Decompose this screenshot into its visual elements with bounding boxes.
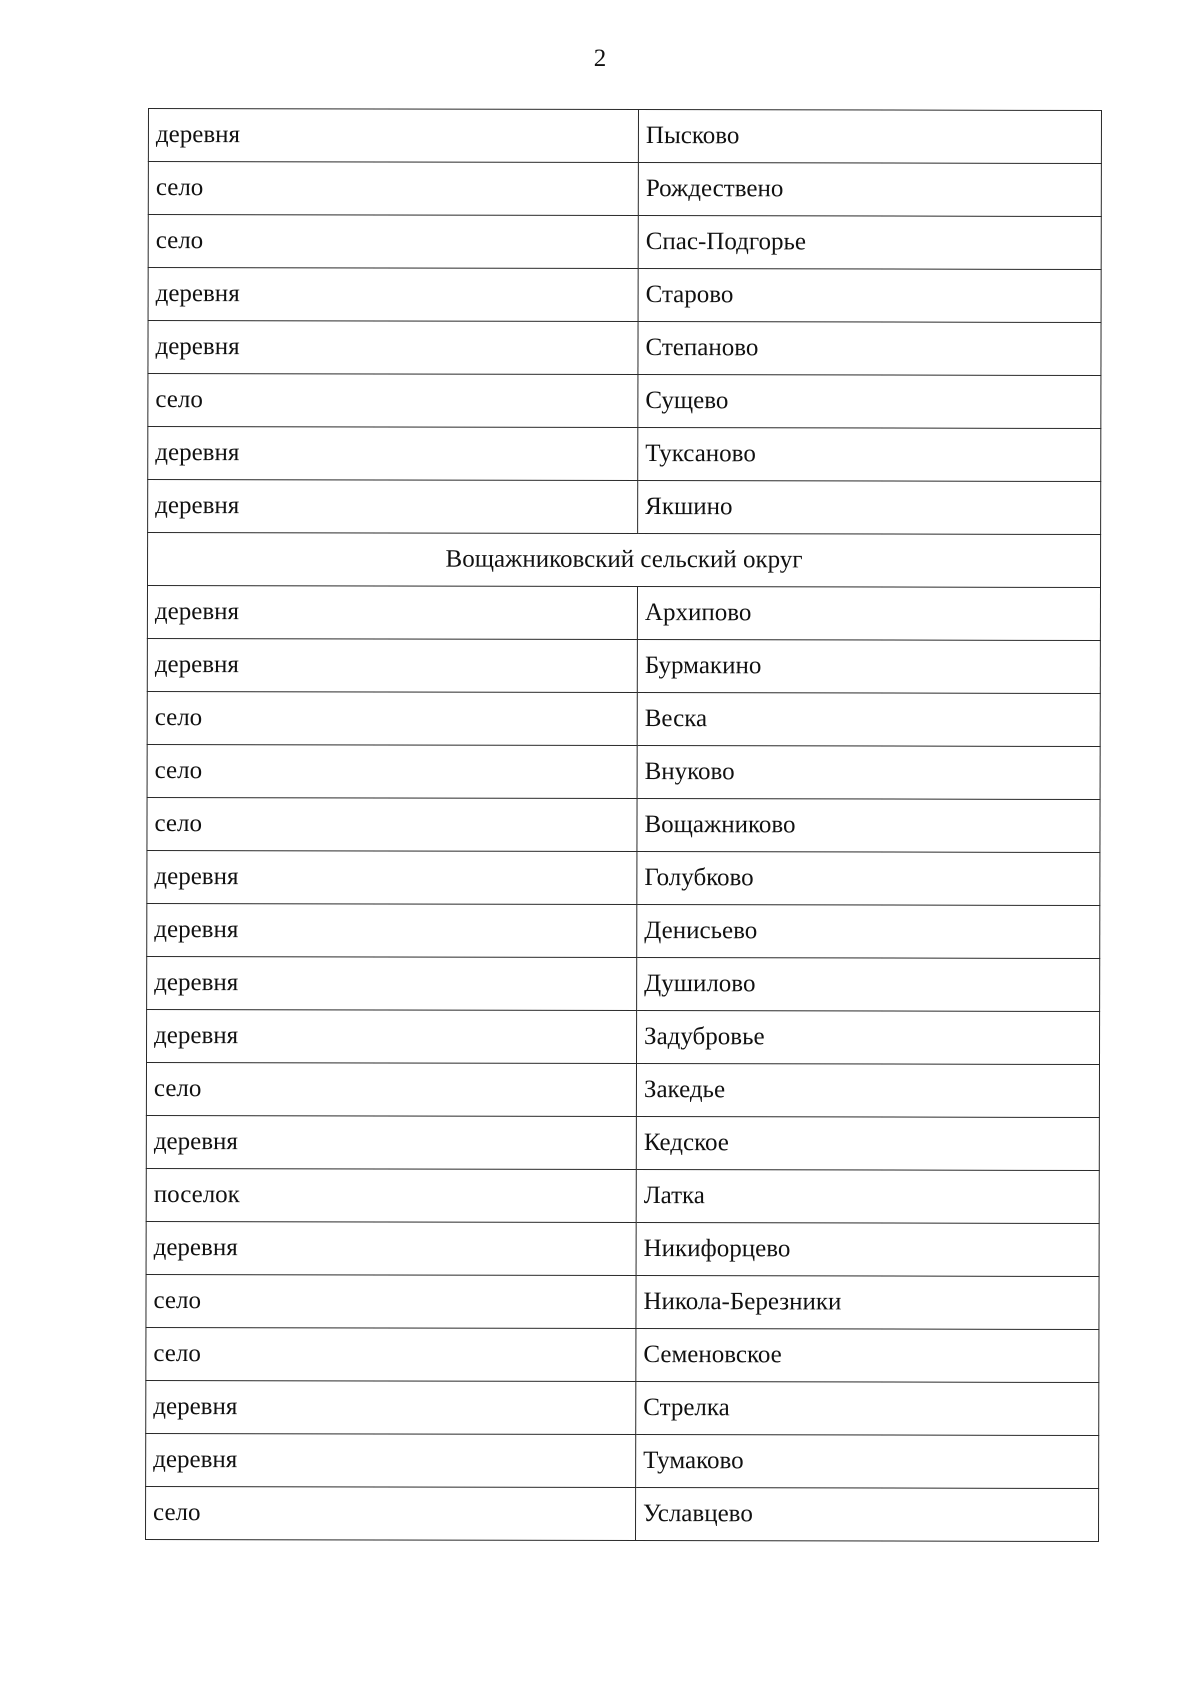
settlement-name-cell: Кедское: [636, 1117, 1099, 1171]
settlement-type-cell: село: [148, 162, 638, 216]
settlement-type-cell: деревня: [147, 638, 637, 692]
settlement-type-cell: деревня: [148, 480, 638, 534]
settlement-name-cell: Семеновское: [636, 1329, 1099, 1383]
table-row: [148, 480, 1101, 535]
table-body: [146, 109, 1102, 1542]
settlements-table: [145, 108, 1102, 1542]
table-row: [147, 797, 1100, 852]
settlement-type-cell: деревня: [147, 956, 637, 1010]
table-row: [146, 1380, 1099, 1435]
table-row: [146, 1433, 1099, 1488]
settlement-name-cell: Бурмакино: [637, 640, 1100, 694]
table-row: [148, 162, 1101, 217]
settlement-type-cell: деревня: [148, 427, 638, 481]
table-row: [148, 109, 1101, 164]
settlement-name-cell: Душилово: [637, 958, 1100, 1012]
settlement-type-cell: село: [148, 215, 638, 269]
settlement-type-cell: село: [148, 374, 638, 428]
table-row: [146, 1221, 1099, 1276]
settlement-name-cell: Старово: [638, 269, 1101, 323]
settlement-type-cell: деревня: [147, 1009, 637, 1063]
settlement-type-cell: село: [146, 1327, 636, 1381]
table-row: [146, 1274, 1099, 1329]
table-row: [147, 744, 1100, 799]
settlement-type-cell: село: [146, 1062, 636, 1116]
settlement-name-cell: Никифорцево: [636, 1223, 1099, 1277]
table-row: [146, 1168, 1099, 1223]
settlement-name-cell: Вощажниково: [637, 799, 1100, 853]
settlement-name-cell: Никола-Березники: [636, 1276, 1099, 1330]
table-row: [147, 850, 1100, 905]
settlement-name-cell: Архипово: [637, 587, 1100, 641]
table-row: [148, 427, 1101, 482]
settlement-name-cell: Спас-Подгорье: [638, 216, 1101, 270]
table-row: [147, 956, 1100, 1011]
settlement-name-cell: Голубково: [637, 852, 1100, 906]
table-row: [148, 215, 1101, 270]
section-header-row: [147, 533, 1100, 588]
settlement-type-cell: деревня: [148, 321, 638, 375]
settlement-type-cell: деревня: [148, 109, 638, 163]
settlement-name-cell: Якшино: [638, 481, 1101, 535]
section-title: Вощажниковский сельский округ: [147, 533, 1100, 588]
settlement-type-cell: село: [147, 744, 637, 798]
table-row: [147, 1009, 1100, 1064]
settlement-type-cell: село: [147, 691, 637, 745]
table-row: [147, 586, 1100, 641]
table-row: [147, 903, 1100, 958]
settlement-name-cell: Сущево: [638, 375, 1101, 429]
settlement-name-cell: Закедье: [636, 1064, 1099, 1118]
settlement-name-cell: Рождествено: [638, 163, 1101, 217]
settlement-type-cell: деревня: [146, 1380, 636, 1434]
settlement-type-cell: деревня: [146, 1221, 636, 1275]
page-number: 2: [593, 45, 607, 72]
settlement-type-cell: поселок: [146, 1168, 636, 1222]
settlement-type-cell: деревня: [146, 1433, 636, 1487]
settlement-name-cell: Уславцево: [636, 1488, 1099, 1542]
table-row: [148, 268, 1101, 323]
settlement-type-cell: деревня: [147, 586, 637, 640]
settlement-name-cell: Пысково: [638, 110, 1101, 164]
table-row: [147, 638, 1100, 693]
table-row: [146, 1327, 1099, 1382]
table-row: [147, 691, 1100, 746]
settlement-type-cell: село: [146, 1274, 636, 1328]
settlement-name-cell: Тумаково: [636, 1435, 1099, 1489]
settlement-name-cell: Денисьево: [637, 905, 1100, 959]
settlement-type-cell: деревня: [146, 1115, 636, 1169]
settlement-type-cell: село: [147, 797, 637, 851]
settlement-type-cell: село: [146, 1486, 636, 1540]
settlement-name-cell: Внуково: [637, 746, 1100, 800]
settlement-name-cell: Веска: [637, 693, 1100, 747]
settlement-type-cell: деревня: [148, 268, 638, 322]
settlement-type-cell: деревня: [147, 903, 637, 957]
settlement-name-cell: Стрелка: [636, 1382, 1099, 1436]
settlement-name-cell: Задубровье: [636, 1011, 1099, 1065]
settlement-name-cell: Латка: [636, 1170, 1099, 1224]
table-row: [148, 321, 1101, 376]
table-row: [148, 374, 1101, 429]
settlement-type-cell: деревня: [147, 850, 637, 904]
table-row: [146, 1486, 1099, 1541]
table-row: [146, 1062, 1099, 1117]
table-row: [146, 1115, 1099, 1170]
settlement-name-cell: Туксаново: [638, 428, 1101, 482]
settlement-name-cell: Степаново: [638, 322, 1101, 376]
